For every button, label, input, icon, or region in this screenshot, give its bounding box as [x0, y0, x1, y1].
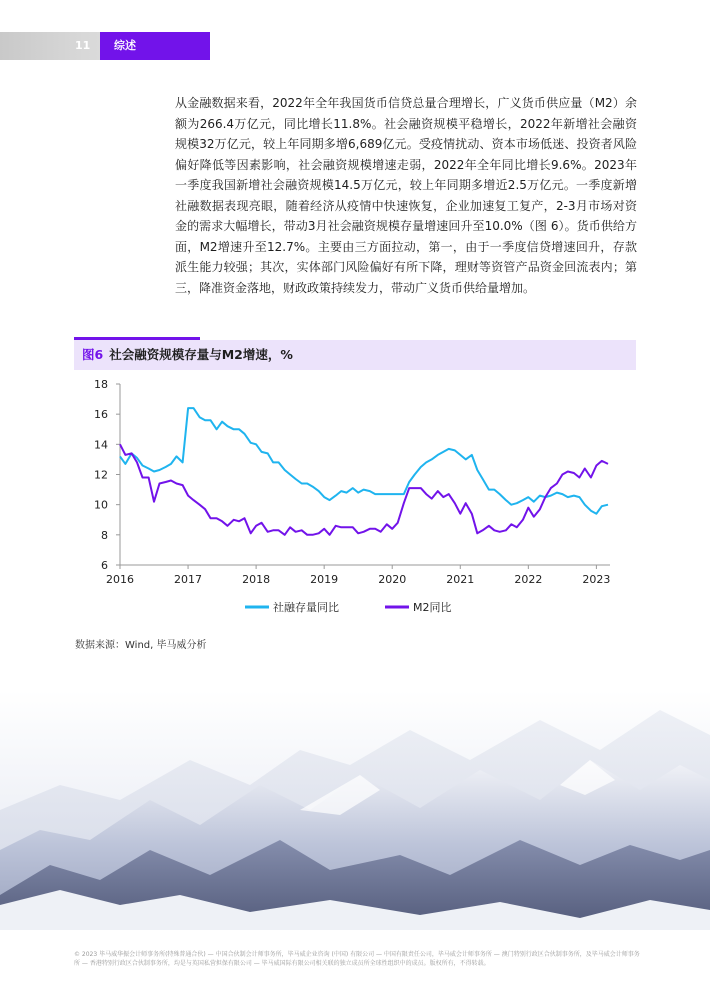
y-tick-label: 8 — [101, 528, 108, 542]
series-line-tsf — [120, 408, 608, 514]
x-tick-label: 2017 — [174, 573, 203, 586]
y-tick-label: 18 — [94, 378, 108, 391]
y-axis — [94, 378, 120, 572]
figure-title-text: 社会融资规模存量与M2增速，% — [109, 347, 293, 362]
figure-number: 图6 — [82, 347, 104, 362]
x-tick-label: 2018 — [242, 573, 271, 586]
mountain-landscape-image — [0, 690, 710, 930]
footer-copyright: © 2023 毕马威华振会计师事务所(特殊普通合伙) — 中国合伙制会计师事务所，毕马威企业咨询 (中国) 有限公司 — 中国有限责任公司，毕马威会计师事务所 — 澳门特别行政区合伙制事务所，及毕马威会计师事务所 — 香港特别行政区合伙制事务所，均是与英国私营担保有限公司 — 毕马威国际有限公司相关联的独立成员所全球性组织中的成员。版权所有，不得转载。 — [74, 951, 640, 967]
page-number: 11 — [75, 39, 91, 52]
chart-legend — [245, 600, 452, 614]
y-tick-label: 10 — [94, 498, 108, 512]
x-tick-label: 2022 — [514, 573, 543, 586]
line-chart — [70, 375, 630, 625]
x-tick-label: 2020 — [378, 573, 407, 586]
legend-label: 社融存量同比 — [273, 601, 339, 614]
x-tick-label: 2019 — [310, 573, 339, 586]
x-tick-label: 2021 — [446, 573, 475, 586]
legend-label: M2同比 — [413, 601, 452, 614]
section-tag: 综述 — [100, 32, 210, 60]
source-note: 数据来源：Wind, 毕马威分析 — [75, 640, 207, 651]
figure-title — [82, 340, 293, 370]
y-tick-label: 12 — [94, 468, 108, 482]
y-tick-label: 6 — [101, 559, 108, 572]
body-paragraph: 从金融数据来看，2022年全年我国货币信贷总量合理增长，广义货币供应量（M2）余额为266.4万亿元，同比增长11.8%。社会融资规模平稳增长，2022年新增社会融资规模32万亿元，较上年同期多增6,689亿元。受疫情扰动、资本市场低迷、投资者风险偏好降低等因素影响，社会融资规模增速走弱，2022年全年同比增长9.6%。2023年一季度我国新增社会融资规模14.5万亿元，较上年同期多增近2.5万亿元。一季度新增社融数据表现亮眼，随着经济从疫情中快速恢复，企业加速复工复产，2-3月市场对资金的需求大幅增长，带动3月社会融资规模存量增速回升至10.0%（图 6）。货币供给方面，M2增速升至12.7%。主要由三方面拉动，第一，由于一季度信贷增速回升，存款派生能力较强；其次，实体部门风险偏好有所下降，理财等资管产品资金回流表内；第三，降准资金落地，财政政策持续发力，带动广义货币供给量增加。 — [175, 96, 637, 295]
x-tick-label: 2023 — [582, 573, 611, 586]
chart-series — [120, 408, 608, 535]
y-tick-label: 14 — [94, 438, 108, 452]
x-tick-label: 2016 — [106, 573, 134, 586]
y-tick-label: 16 — [94, 408, 108, 422]
x-axis — [106, 565, 610, 586]
